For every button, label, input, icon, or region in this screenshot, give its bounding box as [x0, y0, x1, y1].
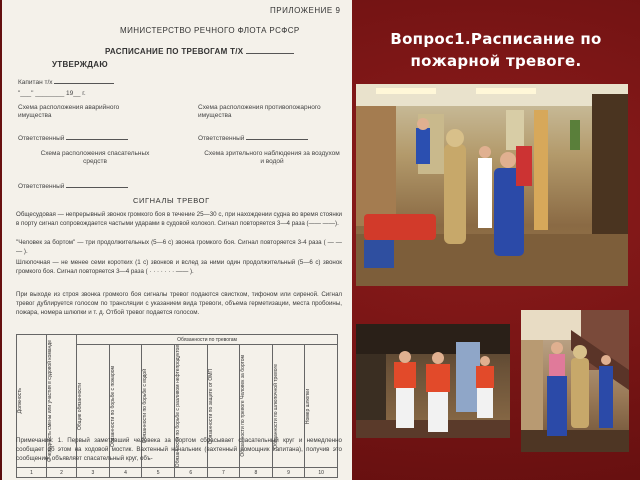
appendix-label: ПРИЛОЖЕНИЕ 9: [270, 6, 341, 15]
responsible-2-line: Ответственный: [198, 132, 308, 142]
table-number-row: [17, 468, 338, 478]
col-number: 10: [305, 468, 338, 478]
emergency-scheme-label: Схема расположения аварийного имущества: [18, 104, 120, 119]
col-number: 8: [240, 468, 273, 478]
broadcast-note-text: При выходе из строя звонка громкого боя сигналы тревог подаются свистком, тифоном или сиреной. Сигнал тревог дублируется голосом по трансляции с указанием вида тревоги, объема герметизации, места пробоины, пожара, номера шлюпки и т. д. Отбой тревог подается голосом.: [16, 291, 342, 316]
approve-label: УТВЕРЖДАЮ: [52, 60, 108, 69]
col-header: Очередность смены или участия в судовой команде: [47, 335, 77, 468]
col-number: 6: [174, 468, 207, 478]
lifejacket-drill-photo: [356, 324, 510, 438]
fire-scheme-label: Схема расположения противопожарного имущества: [198, 104, 321, 119]
ship-name-blank: [246, 46, 294, 54]
col-header: Обязанности по тревоге Человек за бортом: [240, 345, 273, 468]
ministry-heading: МИНИСТЕРСТВО РЕЧНОГО ФЛОТА РСФСР: [120, 26, 300, 35]
watch-scheme-label: Схема зрительного наблюдения за воздухом и водой: [204, 150, 340, 165]
col-number: 2: [47, 468, 77, 478]
stairway-drill-scene: [521, 310, 629, 452]
col-number: 7: [207, 468, 240, 478]
stairway-drill-photo: [521, 310, 629, 452]
col-header: Обязанности по защите от ОМП: [207, 345, 240, 468]
col-header: Общие обязанности: [77, 345, 110, 468]
captain-line: Капитан т/х: [18, 76, 114, 86]
responsible-1-line: Ответственный: [18, 132, 128, 142]
col-header: Должность: [17, 335, 47, 468]
col-number: 1: [17, 468, 47, 478]
schedule-document: [2, 0, 352, 480]
signals-heading: СИГНАЛЫ ТРЕВОГ: [133, 196, 210, 205]
col-header: Номер шлюпки: [305, 345, 338, 468]
footnote-text: Примечания: 1. Первый заметивший человека за бортом сбрасывает спасательный круг и немедленно сообщает об этом на ходовой мостик. Вахтенный начальник (вахтенный помощник капитана), получив это сообщение, объявляет спасательный круг, объ-: [16, 437, 342, 462]
man-overboard-text: "Человек за бортом" — три продолжительных (5—6 с) звонка громкого боя. Сигнал повторяется 3-4 раза ( — — — ).: [16, 239, 342, 255]
slide-title: Вопрос1.Расписание по пожарной тревоге.: [390, 30, 602, 70]
col-number: 5: [142, 468, 175, 478]
col-number: 4: [109, 468, 142, 478]
fire-drill-scene: [356, 84, 628, 286]
schedule-title: РАСПИСАНИЕ ПО ТРЕВОГАМ Т/Х: [105, 46, 294, 56]
general-alarm-text: Общесудовая — непрерывный звонок громкого боя в течение 25—30 с, при нахождении судна во время стоянки в порту сигнал сопровождается частыми ударами в судовой колокол. Сигнал повторяется 3—4 раза (—— ——).: [16, 211, 342, 227]
boat-alarm-text: Шлюпочная — не менее семи коротких (1 с) звонков и вслед за ними один продолжительный (5—6 с) звонок громкого боя. Сигнал повторяется 3—4 раза ( · · · · · · · —— ).: [16, 259, 342, 275]
lifejacket-drill-scene: [356, 324, 510, 438]
responsible-3-line: Ответственный: [18, 180, 128, 190]
col-header: Обязанности по борьбе с водой: [142, 345, 175, 468]
col-number: 3: [77, 468, 110, 478]
col-header: Обязанности по борьбе с разливом нефтепродуктов: [174, 345, 207, 468]
fire-drill-photo: [356, 84, 628, 286]
duties-group-header: Обязанности по тревогам: [77, 335, 338, 345]
col-header: Обязанности по борьбе с пожаром: [109, 345, 142, 468]
date-line: "___" ________ 19__ г.: [18, 90, 86, 97]
col-number: 9: [272, 468, 305, 478]
col-header: Обязанности по шлюпочной тревоге: [272, 345, 305, 468]
rescue-scheme-label: Схема расположения спасательных средств: [40, 150, 150, 165]
